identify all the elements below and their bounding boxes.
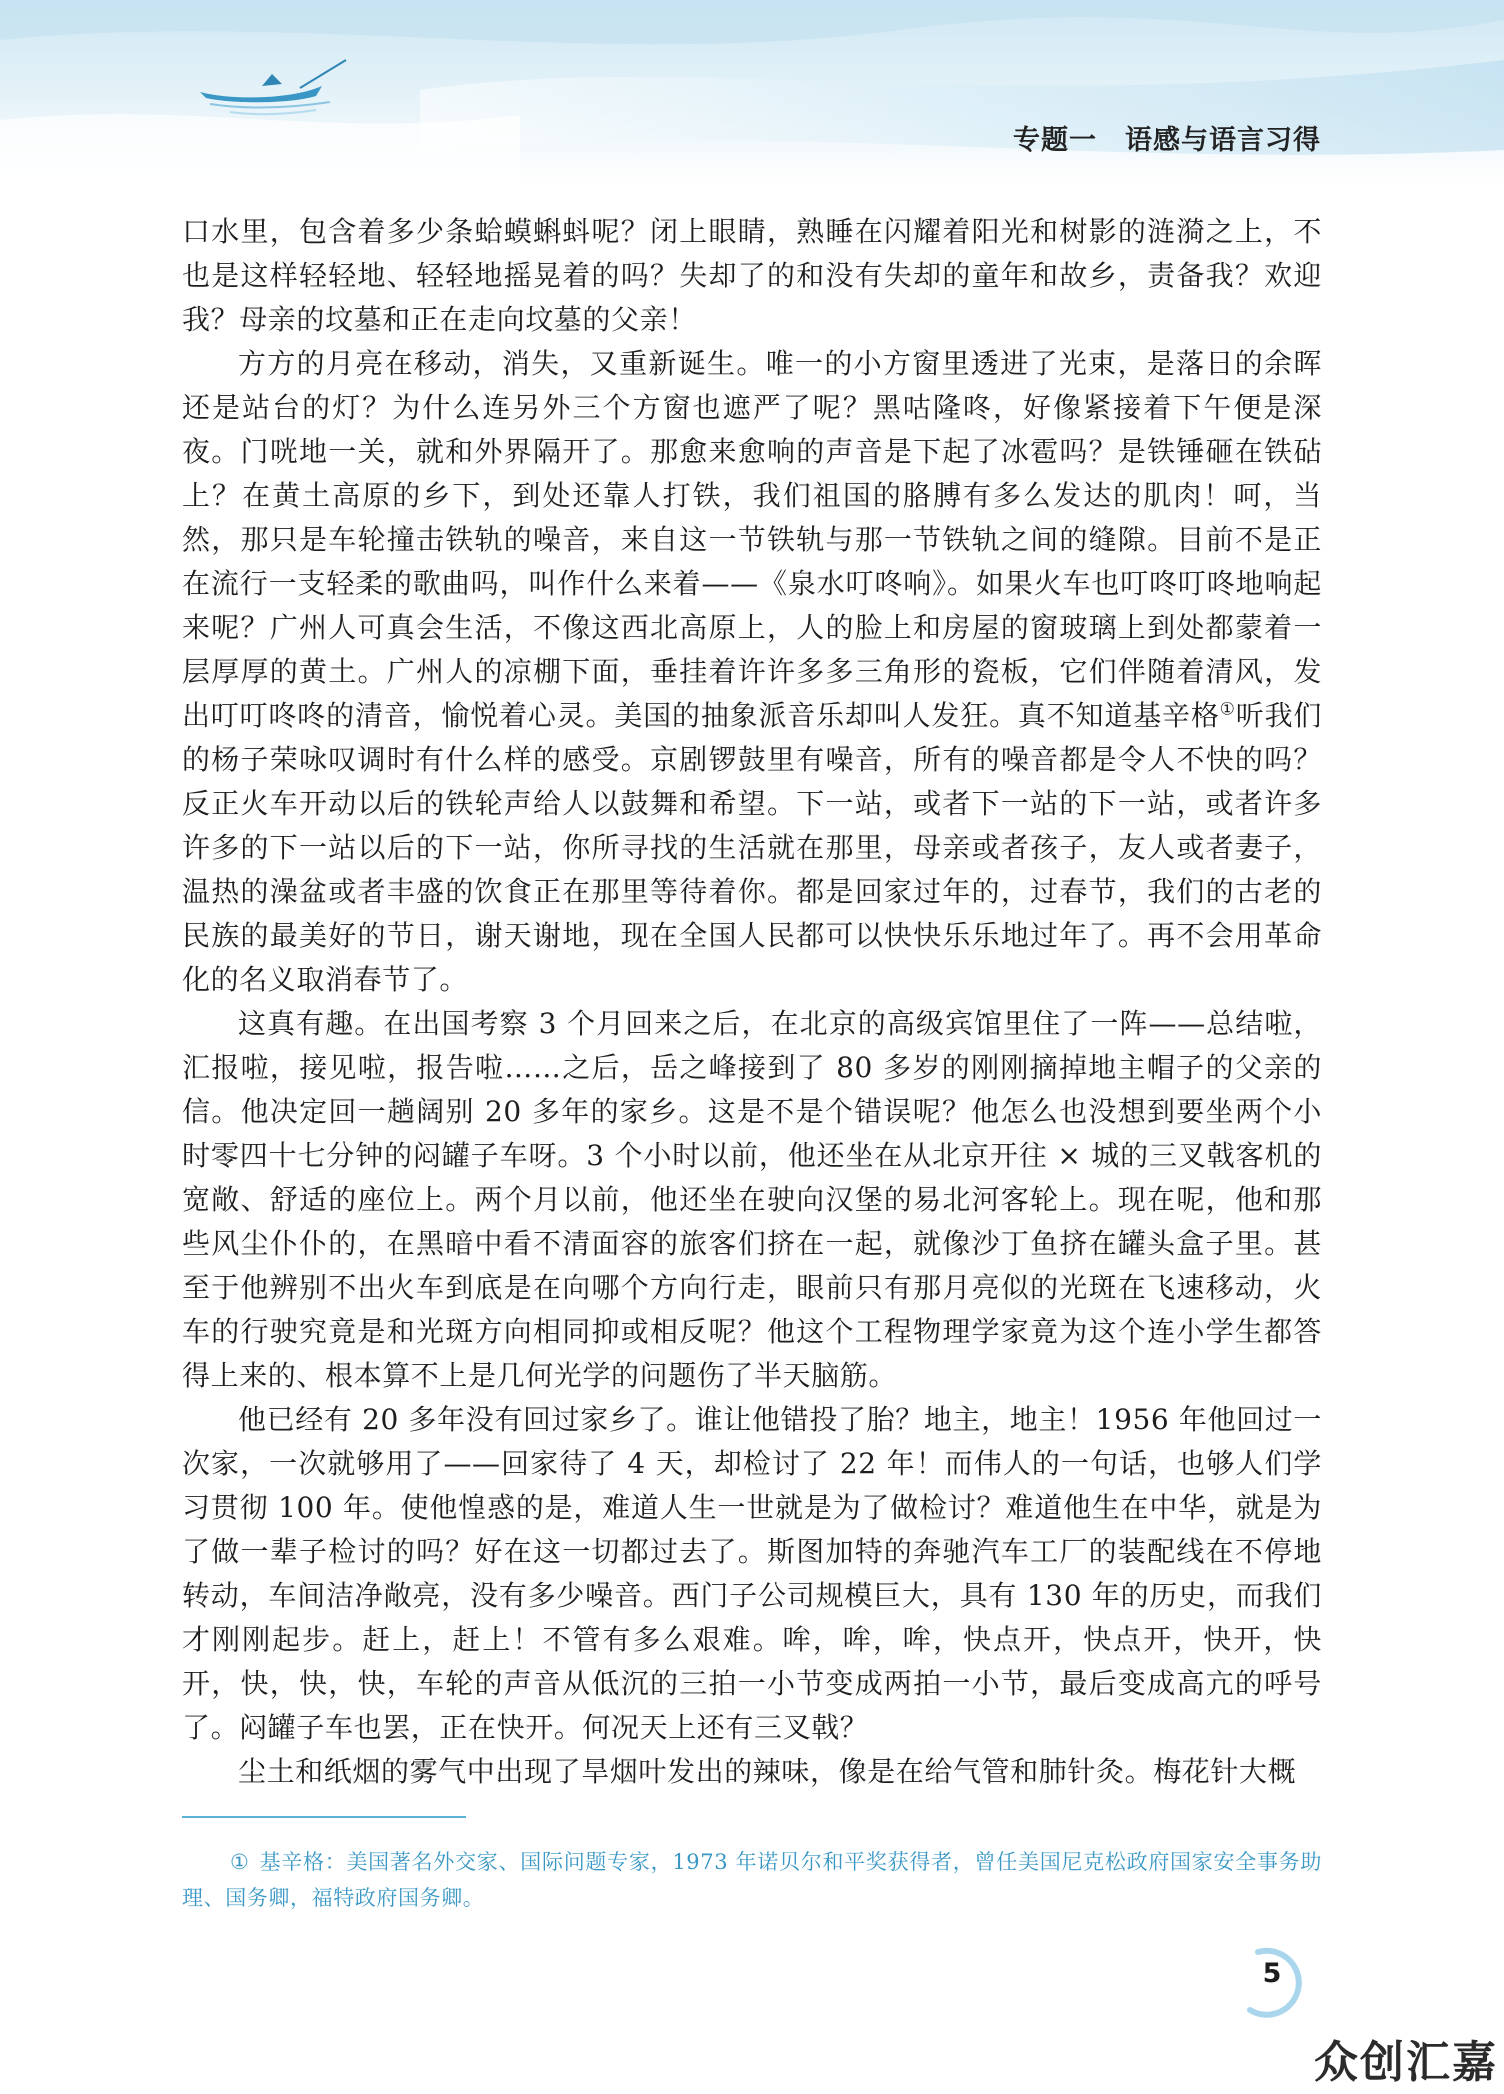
page-number: 5 xyxy=(1262,1958,1282,1989)
footnote-reference[interactable]: ① xyxy=(1219,699,1236,720)
body-text xyxy=(182,210,1322,1794)
footnote-divider xyxy=(182,1816,466,1818)
paragraph-4: 他已经有 20 多年没有回过家乡了。谁让他错投了胎？地主，地主！1956 年他回过一次家，一次就够用了——回家待了 4 天，却检讨了 22 年！而伟人的一句话，也够人们学习贯彻 100 年。使他惶惑的是，难道人生一世就是为了做检讨？难道他生在中华，就是为了做一辈子检讨的吗？好在这一切都过去了。斯图加特的奔驰汽车工厂的装配线在不停地转动，车间洁净敞亮，没有多少噪音。西门子公司规模巨大，具有 130 年的历史，而我们才刚刚起步。赶上，赶上！不管有多么艰难。哞，哞，哞，快点开，快点开，快开，快开，快，快，快，车轮的声音从低沉的三拍一小节变成两拍一小节，最后变成高亢的呼号了。闷罐子车也罢，正在快开。何况天上还有三叉戟？ xyxy=(182,1403,1322,1744)
chapter-number: 专题一 xyxy=(1013,125,1097,156)
paragraph-3: 这真有趣。在出国考察 3 个月回来之后，在北京的高级宾馆里住了一阵——总结啦，汇报啦，接见啦，报告啦……之后，岳之峰接到了 80 多岁的刚刚摘掉地主帽子的父亲的信。他决定回一趟阔别 20 多年的家乡。这是不是个错误呢？他怎么也没想到要坐两个小时零四十七分钟的闷罐子车呀。3 个小时以前，他还坐在从北京开往 × 城的三叉戟客机的宽敞、舒适的座位上。两个月以前，他还坐在驶向汉堡的易北河客轮上。现在呢，他和那些风尘仆仆的，在黑暗中看不清面容的旅客们挤在一起，就像沙丁鱼挤在罐头盒子里。甚至于他辨别不出火车到底是在向哪个方向行走，眼前只有那月亮似的光斑在飞速移动，火车的行驶究竟是和光斑方向相同抑或相反呢？他这个工程物理学家竟为这个连小学生都答得上来的、根本算不上是几何光学的问题伤了半天脑筋。 xyxy=(182,1007,1322,1392)
chapter-title xyxy=(1013,118,1321,157)
paragraph-2-text: 方方的月亮在移动，消失，又重新诞生。唯一的小方窗里透进了光束，是落日的余晖还是站台的灯？为什么连另外三个方窗也遮严了呢？黑咕隆咚，好像紧接着下午便是深夜。门咣地一关，就和外界隔开了。那愈来愈响的声音是下起了冰雹吗？是铁锤砸在铁砧上？在黄土高原的乡下，到处还靠人打铁，我们祖国的胳膊有多么发达的肌肉！呵，当然，那只是车轮撞击铁轨的噪音，来自这一节铁轨与那一节铁轨之间的缝隙。目前不是正在流行一支轻柔的歌曲吗，叫作什么来着——《泉水叮咚响》。如果火车也叮咚叮咚地响起来呢？广州人可真会生活，不像这西北高原上，人的脸上和房屋的窗玻璃上到处都蒙着一层厚厚的黄土。广州人的凉棚下面，垂挂着许许多多三角形的瓷板，它们伴随着清风，发出叮叮咚咚的清音，愉悦着心灵。美国的抽象派音乐却叫人发狂。真不知道基辛格 xyxy=(182,347,1322,732)
paragraph-2 xyxy=(182,342,1322,1002)
footnote-marker: ① xyxy=(230,1850,250,1874)
chapter-name: 语感与语言习得 xyxy=(1125,125,1321,156)
paragraph-5: 尘土和纸烟的雾气中出现了旱烟叶发出的辣味，像是在给气管和肺针灸。梅花针大概 xyxy=(238,1755,1297,1788)
footnote-text: 基辛格：美国著名外交家、国际问题专家，1973 年诺贝尔和平奖获得者，曾任美国尼克松政府国家安全事务助理、国务卿，福特政府国务卿。 xyxy=(182,1850,1322,1910)
paragraph-1: 口水里，包含着多少条蛤蟆蝌蚪呢？闭上眼睛，熟睡在闪耀着阳光和树影的涟漪之上，不也是这样轻轻地、轻轻地摇晃着的吗？失却了的和没有失却的童年和故乡，责备我？欢迎我？母亲的坟墓和正在走向坟墓的父亲！ xyxy=(182,215,1322,336)
paragraph-2-continued: 听我们的杨子荣咏叹调时有什么样的感受。京剧锣鼓里有噪音，所有的噪音都是令人不快的吗？反正火车开动以后的铁轮声给人以鼓舞和希望。下一站，或者下一站的下一站，或者许多许多的下一站以后的下一站，你所寻找的生活就在那里，母亲或者孩子，友人或者妻子，温热的澡盆或者丰盛的饮食正在那里等待着你。都是回家过年的，过春节，我们的古老的民族的最美好的节日，谢天谢地，现在全国人民都可以快快乐乐地过年了。再不会用革命化的名义取消春节了。 xyxy=(182,699,1322,996)
watermark: 众创汇嘉 xyxy=(1314,2037,1498,2088)
header-banner xyxy=(0,0,1504,184)
footnote xyxy=(182,1844,1322,1916)
